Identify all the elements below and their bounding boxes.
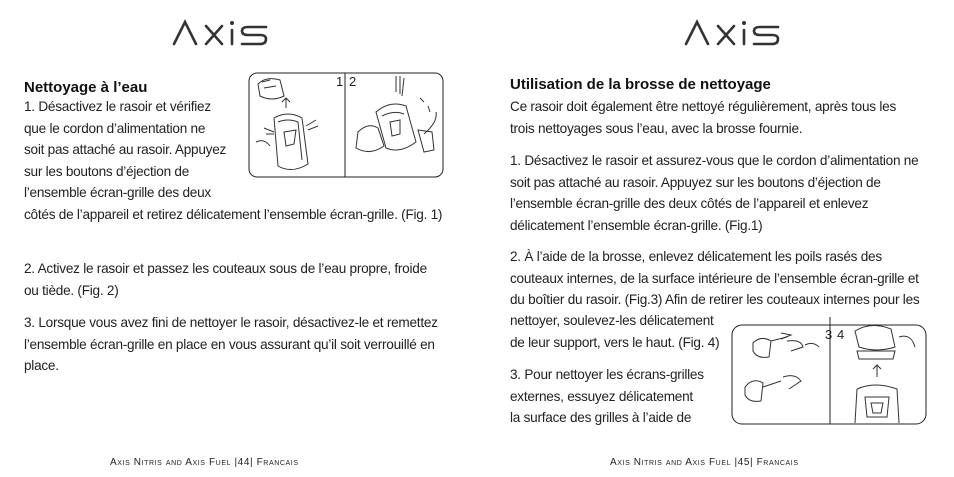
text-line: soit pas attaché au rasoir. Appuyez bbox=[24, 142, 227, 157]
step-1-continued: côtés de l’appareil et retirez délicatement l’ensemble écran-grille. (Fig. 1) bbox=[24, 207, 443, 222]
footer-title: Axis Nitris and Axis Fuel bbox=[610, 457, 732, 468]
axis-logo bbox=[684, 18, 782, 48]
footer-language: Francais bbox=[756, 457, 799, 468]
page-footer bbox=[610, 457, 799, 468]
section-heading: Nettoyage à l’eau bbox=[24, 79, 148, 96]
text-line: 1. Désactivez le rasoir et vérifiez bbox=[24, 99, 211, 114]
step-1-text: 1. Désactivez le rasoir et assurez-vous que le cordon d’alimentation ne soit pas attaché au rasoir. Appuyez sur les boutons d’éjection de l’ensemble écran-grille des deux côtés de l’appareil et enlevez délicatement l’ensemble écran-grille. (Fig.1) bbox=[510, 153, 919, 233]
text-line: de leur support, vers le haut. (Fig. 4) bbox=[510, 334, 720, 350]
shaver-illustration bbox=[248, 72, 444, 178]
intro-text: Ce rasoir doit également être nettoyé régulièrement, après tous les trois nettoyages sous l’eau, avec la brosse fournie. bbox=[510, 99, 896, 136]
text-line: la surface des grilles à l’aide de bbox=[510, 410, 692, 425]
step-3-text: 3. Lorsque vous avez fini de nettoyer le rasoir, désactivez-le et remettez l’ensemble écran-grille en place en vous assurant qu’il soit verrouillé en place. bbox=[24, 315, 438, 373]
figure-4-number: 4 bbox=[837, 327, 845, 342]
step-3-text bbox=[510, 364, 740, 429]
page-number: |44| bbox=[234, 457, 254, 468]
figure-1-2 bbox=[248, 72, 444, 178]
page-footer bbox=[110, 457, 299, 468]
footer-title: Axis Nitris and Axis Fuel bbox=[110, 457, 232, 468]
section-heading: Utilisation de la brosse de nettoyage bbox=[510, 76, 771, 93]
step-1-intro bbox=[24, 96, 239, 204]
right-page bbox=[477, 0, 954, 477]
step-2-text: 2. Activez le rasoir et passez les couteaux sous de l’eau propre, froide ou tiède. (Fig. 2) bbox=[24, 261, 427, 298]
step-2-continued bbox=[510, 310, 740, 353]
page-number: |45| bbox=[734, 457, 754, 468]
figure-1-number: 1 bbox=[336, 74, 344, 89]
axis-logo-graphic bbox=[172, 18, 270, 48]
text-line: 3. Pour nettoyer les écrans-grilles bbox=[510, 367, 704, 382]
figure-3-number: 3 bbox=[825, 327, 833, 342]
step-2-text: 2. À l’aide de la brosse, enlevez délicatement les poils rasés des couteaux internes, de la surface intérieure de l’ensemble écran-grille et du boîtier du rasoir. (Fig.3) Afin de retirer les couteaux internes pour les bbox=[510, 249, 920, 307]
figure-2-number: 2 bbox=[349, 74, 357, 89]
text-line: que le cordon d’alimentation ne bbox=[24, 120, 206, 136]
axis-logo-graphic bbox=[684, 18, 782, 48]
axis-logo bbox=[172, 18, 270, 48]
text-line: l’ensemble écran-grille des deux bbox=[24, 185, 211, 200]
text-line: externes, essuyez délicatement bbox=[510, 388, 693, 404]
footer-language: Francais bbox=[256, 457, 299, 468]
text-line: nettoyer, soulevez-les délicatement bbox=[510, 313, 714, 328]
text-line: sur les boutons d’éjection de bbox=[24, 163, 190, 179]
